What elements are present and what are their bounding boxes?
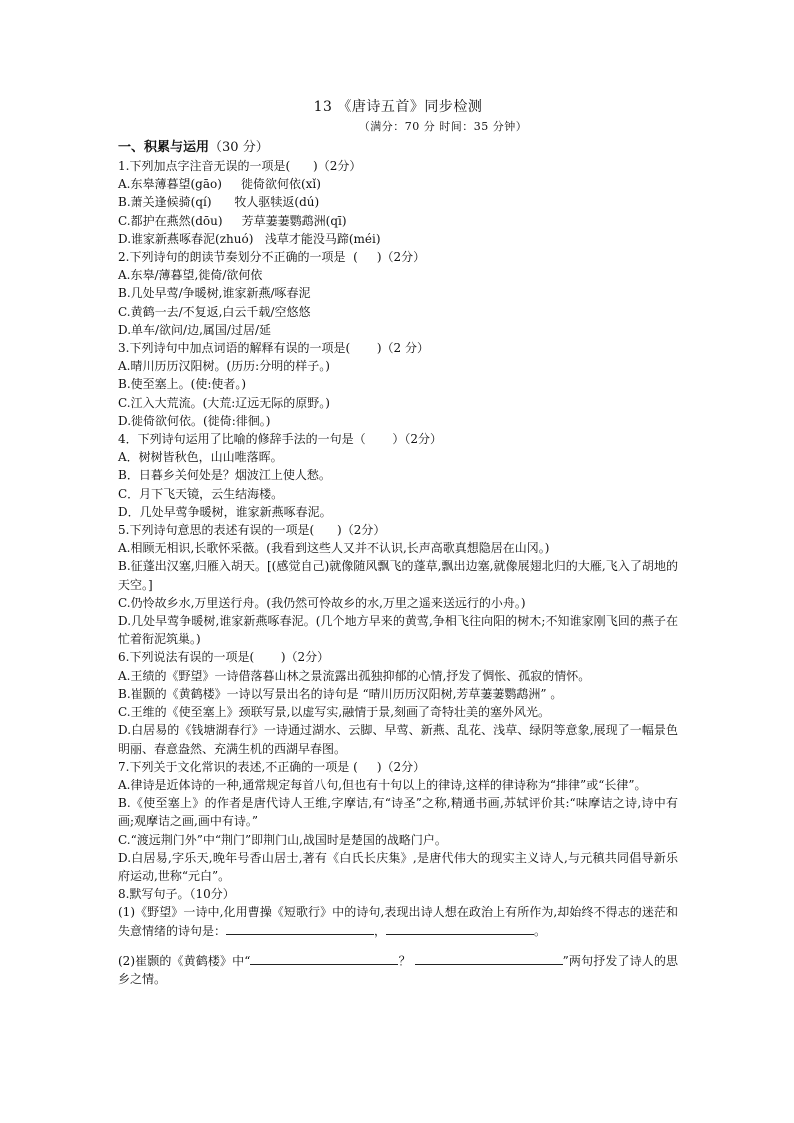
question-stem: 2.下列诗句的朗读节奏划分不正确的一项是 ( )（2分） <box>118 250 426 265</box>
option-a: A.东皋薄暮望(gāo) 徙倚欲何依(xǐ) <box>118 177 321 192</box>
option-c: C.仍怜故乡水,万里送行舟。(我仍然可怜故乡的水,万里之遥来送远行的小舟。) <box>118 595 526 610</box>
option-a: A．树树皆秋色，山山唯落晖。 <box>118 450 283 465</box>
option-a: A.王绩的《野望》一诗借落暮山林之景流露出孤独抑郁的心情,抒发了惆怅、孤寂的情怀。 <box>118 668 591 683</box>
page-title: 13 《唐诗五首》同步检测 <box>313 99 483 115</box>
option-a: A.晴川历历汉阳树。(历历:分明的样子。) <box>118 359 330 374</box>
answer-blank[interactable] <box>226 922 374 935</box>
dictation-part-2 <box>118 952 678 988</box>
question-stem: 3.下列诗句中加点词语的解释有误的一项是( )（2 分） <box>118 341 429 356</box>
question-stem: 6.下列说法有误的一项是( )（2分） <box>118 650 330 665</box>
option-b: B.几处早莺/争暖树,谁家新燕/啄春泥 <box>118 286 311 301</box>
page-subtitle: （满分：70 分 时间：35 分钟） <box>358 120 528 133</box>
option-b: B.使至塞上。(使:使者。) <box>118 377 247 392</box>
option-c: C.王维的《使至塞上》颈联写景,以虚写实,融情于景,刻画了奇特壮美的塞外风光。 <box>118 705 551 720</box>
option-d: D.白居易的《钱塘湖春行》一诗通过湖水、云脚、早莺、新燕、乱花、浅草、绿阴等意象,展现了一幅景色明丽、春意盎然、充满生机的西湖早春图。 <box>118 723 678 756</box>
option-c: C．月下飞天镜，云生结海楼。 <box>118 486 284 501</box>
option-a: A.律诗是近体诗的一种,通常规定每首八句,但也有十句以上的律诗,这样的律诗称为“排律”或“长律”。 <box>118 777 647 792</box>
exam-page <box>118 96 678 988</box>
option-c: C.“渡远荆门外”中“荆门”即荆门山,战国时是楚国的战略门户。 <box>118 832 447 847</box>
option-b: B.征蓬出汉塞,归雁入胡天。[(感觉自己)就像随风飘飞的蓬草,飘出边塞,就像展翅北归的大雁,飞入了胡地的天空。] <box>118 559 678 592</box>
question-7 <box>118 758 678 885</box>
end-mark: 。 <box>534 923 547 938</box>
section-points: （30 分） <box>209 140 269 155</box>
question-4 <box>118 430 678 521</box>
option-c: C.黄鹤一去/不复返,白云千载/空悠悠 <box>118 304 311 319</box>
question-1 <box>118 157 678 248</box>
question-stem: 5.下列诗句意思的表述有误的一项是( )（2分） <box>118 523 386 538</box>
option-b: B.《使至塞上》的作者是唐代诗人王维,字摩诘,有“诗圣”之称,精通书画,苏轼评价其:“味摩诘之诗,诗中有画;观摩诘之画,画中有诗。” <box>118 796 678 829</box>
option-d: D.几处早莺争暖树,谁家新燕啄春泥。(几个地方早来的黄莺,争相飞往向阳的树木;不知谁家刚飞回的燕子在忙着衔泥筑巢。) <box>118 614 678 647</box>
question-5 <box>118 521 678 648</box>
dictation-prompt: (1)《野望》一诗中,化用曹操《短歌行》中的诗句,表现出诗人想在政治上有所作为,却始终不得志的迷茫和失意情绪的诗句是： <box>118 905 678 938</box>
dictation-prompt: (2)崔颢的《黄鹤楼》中“ <box>118 953 251 968</box>
question-6 <box>118 648 678 757</box>
section-heading <box>118 138 678 157</box>
option-a: A.东皋/薄暮望,徙倚/欲何依 <box>118 268 263 283</box>
question-stem: 4．下列诗句运用了比喻的修辞手法的一句是（ ）（2分） <box>118 432 442 447</box>
separator: ， <box>374 923 387 938</box>
option-d: D.谁家新燕啄春泥(zhuó) 浅草才能没马蹄(méi) <box>118 231 381 246</box>
answer-blank[interactable] <box>415 952 563 965</box>
dictation-part-1 <box>118 903 678 939</box>
option-b: B.萧关逢候骑(qí) 牧人驱犊返(dú) <box>118 195 320 210</box>
option-c: C.江入大荒流。(大荒:辽远无际的原野。) <box>118 395 330 410</box>
dictation-tail: ”两句抒发了诗人的思乡之情。 <box>118 953 678 986</box>
spacer <box>118 940 678 952</box>
option-d: D.白居易,字乐天,晚年号香山居士,著有《白氏长庆集》,是唐代伟大的现实主义诗人,与元稹共同倡导新乐府运动,世称“元白”。 <box>118 850 678 883</box>
question-stem: 7.下列关于文化常识的表述,不正确的一项是 ( )（2分） <box>118 759 426 774</box>
option-b: B．日暮乡关何处是？烟波江上使人愁。 <box>118 468 331 483</box>
answer-blank[interactable] <box>250 952 398 965</box>
answer-blank[interactable] <box>386 922 534 935</box>
question-stem: 1.下列加点字注音无误的一项是( )（2分） <box>118 159 362 173</box>
option-c: C.都护在燕然(dōu) 芳草萋萋鹦鹉洲(qī) <box>118 213 347 228</box>
question-3 <box>118 339 678 430</box>
option-b: B.崔颢的《黄鹤楼》一诗以写景出名的诗句是 “晴川历历汉阳树,芳草萋萋鹦鹉洲” 。 <box>118 686 563 701</box>
question-8 <box>118 885 678 988</box>
option-a: A.相顾无相识,长歌怀采薇。(我看到这些人又并不认识,长声高歌真想隐居在山冈。) <box>118 541 550 556</box>
option-d: D．几处早莺争暖树，谁家新燕啄春泥。 <box>118 504 332 519</box>
option-d: D.单车/欲问/边,属国/过居/延 <box>118 322 271 337</box>
option-d: D.徙倚欲何依。(徙倚:徘徊。) <box>118 413 271 428</box>
separator: ？ <box>398 953 411 968</box>
question-stem: 8.默写句子。（10分） <box>118 887 235 902</box>
section-title: 一、积累与运用 <box>118 140 210 155</box>
question-2 <box>118 248 678 339</box>
